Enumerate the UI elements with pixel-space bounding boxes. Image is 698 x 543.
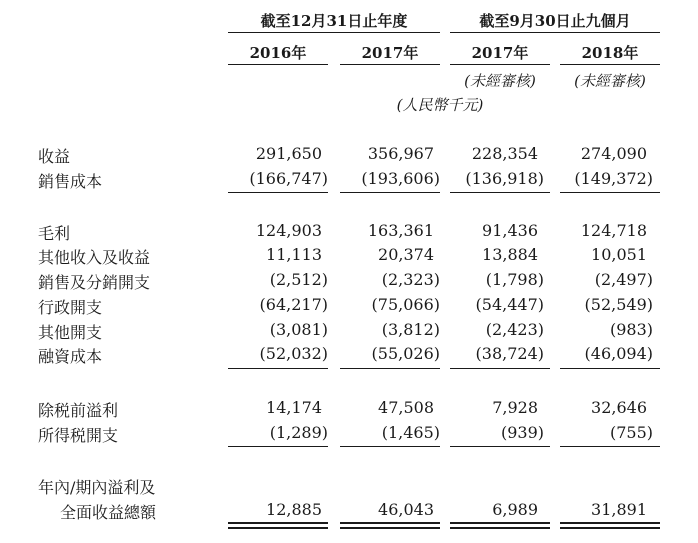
year-header: 2017年 [361,44,419,62]
total-double-rule [340,522,440,524]
cell-value: 356,967 [367,144,434,163]
cell-value: 274,090 [580,144,647,163]
currency-note: (人民幣千元) [396,96,484,114]
cell-value: (193,606) [361,169,440,188]
cell-value: 14,174 [266,398,322,417]
total-double-rule [340,527,440,529]
row-label: 行政開支 [38,298,103,317]
cell-value: (983) [609,320,653,339]
subtotal-rule [450,368,550,369]
subtotal-rule [560,192,660,193]
header-rule [228,32,440,33]
cell-value: (166,747) [249,169,328,188]
row-label: 銷售成本 [38,172,103,191]
total-double-rule [560,522,660,524]
cell-value: (38,724) [475,344,544,363]
cell-value: 7,928 [492,398,538,417]
subtotal-rule [228,368,328,369]
cell-value: (939) [500,423,544,442]
cell-value: 124,718 [580,221,647,240]
subtotal-rule [450,192,550,193]
cell-value: 11,113 [266,245,322,264]
cell-value: 32,646 [591,398,647,417]
row-label: 年內/期內溢利及 [38,478,156,497]
year-rule [228,64,328,65]
cell-value: (54,447) [475,295,544,314]
period-header-year: 截至12月31日止年度 [260,12,408,30]
header-rule [450,32,660,33]
cell-value: (75,066) [371,295,440,314]
cell-value: 163,361 [367,221,434,240]
cell-value: 291,650 [255,144,322,163]
total-double-rule [450,527,550,529]
subtotal-rule [560,368,660,369]
cell-value: 91,436 [482,221,538,240]
unaudited-note: (未經審核) [574,72,646,90]
subtotal-rule [560,446,660,447]
row-label: 除税前溢利 [38,401,119,420]
cell-value: 20,374 [378,245,434,264]
cell-value: 124,903 [255,221,322,240]
row-label: 所得税開支 [38,426,119,445]
cell-value: (1,289) [269,423,328,442]
year-header: 2018年 [581,44,639,62]
cell-value: 228,354 [471,144,538,163]
row-label: 收益 [38,147,71,166]
subtotal-rule [340,192,440,193]
cell-value: (46,094) [584,344,653,363]
total-double-rule [228,522,328,524]
year-rule [450,64,550,65]
cell-value: 46,043 [378,500,434,519]
total-double-rule [228,527,328,529]
total-double-rule [560,527,660,529]
cell-value: 12,885 [266,500,322,519]
total-double-rule [450,522,550,524]
cell-value: (136,918) [465,169,544,188]
cell-value: (2,323) [381,270,440,289]
cell-value: 31,891 [591,500,647,519]
year-header: 2017年 [471,44,529,62]
cell-value: (52,032) [259,344,328,363]
cell-value: (52,549) [584,295,653,314]
cell-value: (3,812) [381,320,440,339]
row-label: 融資成本 [38,347,103,366]
cell-value: (755) [609,423,653,442]
subtotal-rule [450,446,550,447]
cell-value: (3,081) [269,320,328,339]
row-label: 其他收入及收益 [38,248,151,267]
cell-value: 6,989 [492,500,538,519]
cell-value: (2,423) [485,320,544,339]
cell-value: (2,497) [594,270,653,289]
unaudited-note: (未經審核) [464,72,536,90]
cell-value: (1,798) [485,270,544,289]
cell-value: (149,372) [574,169,653,188]
cell-value: 13,884 [482,245,538,264]
year-rule [560,64,660,65]
cell-value: (55,026) [371,344,440,363]
cell-value: (64,217) [259,295,328,314]
row-label: 銷售及分銷開支 [38,273,151,292]
year-header: 2016年 [249,44,307,62]
subtotal-rule [340,368,440,369]
row-label: 其他開支 [38,323,103,342]
period-header-nine-months: 截至9月30日止九個月 [479,12,631,30]
row-label: 全面收益總額 [60,503,157,522]
cell-value: 47,508 [378,398,434,417]
cell-value: 10,051 [591,245,647,264]
cell-value: (2,512) [269,270,328,289]
cell-value: (1,465) [381,423,440,442]
row-label: 毛利 [38,224,71,243]
subtotal-rule [228,446,328,447]
year-rule [340,64,440,65]
subtotal-rule [340,446,440,447]
subtotal-rule [228,192,328,193]
